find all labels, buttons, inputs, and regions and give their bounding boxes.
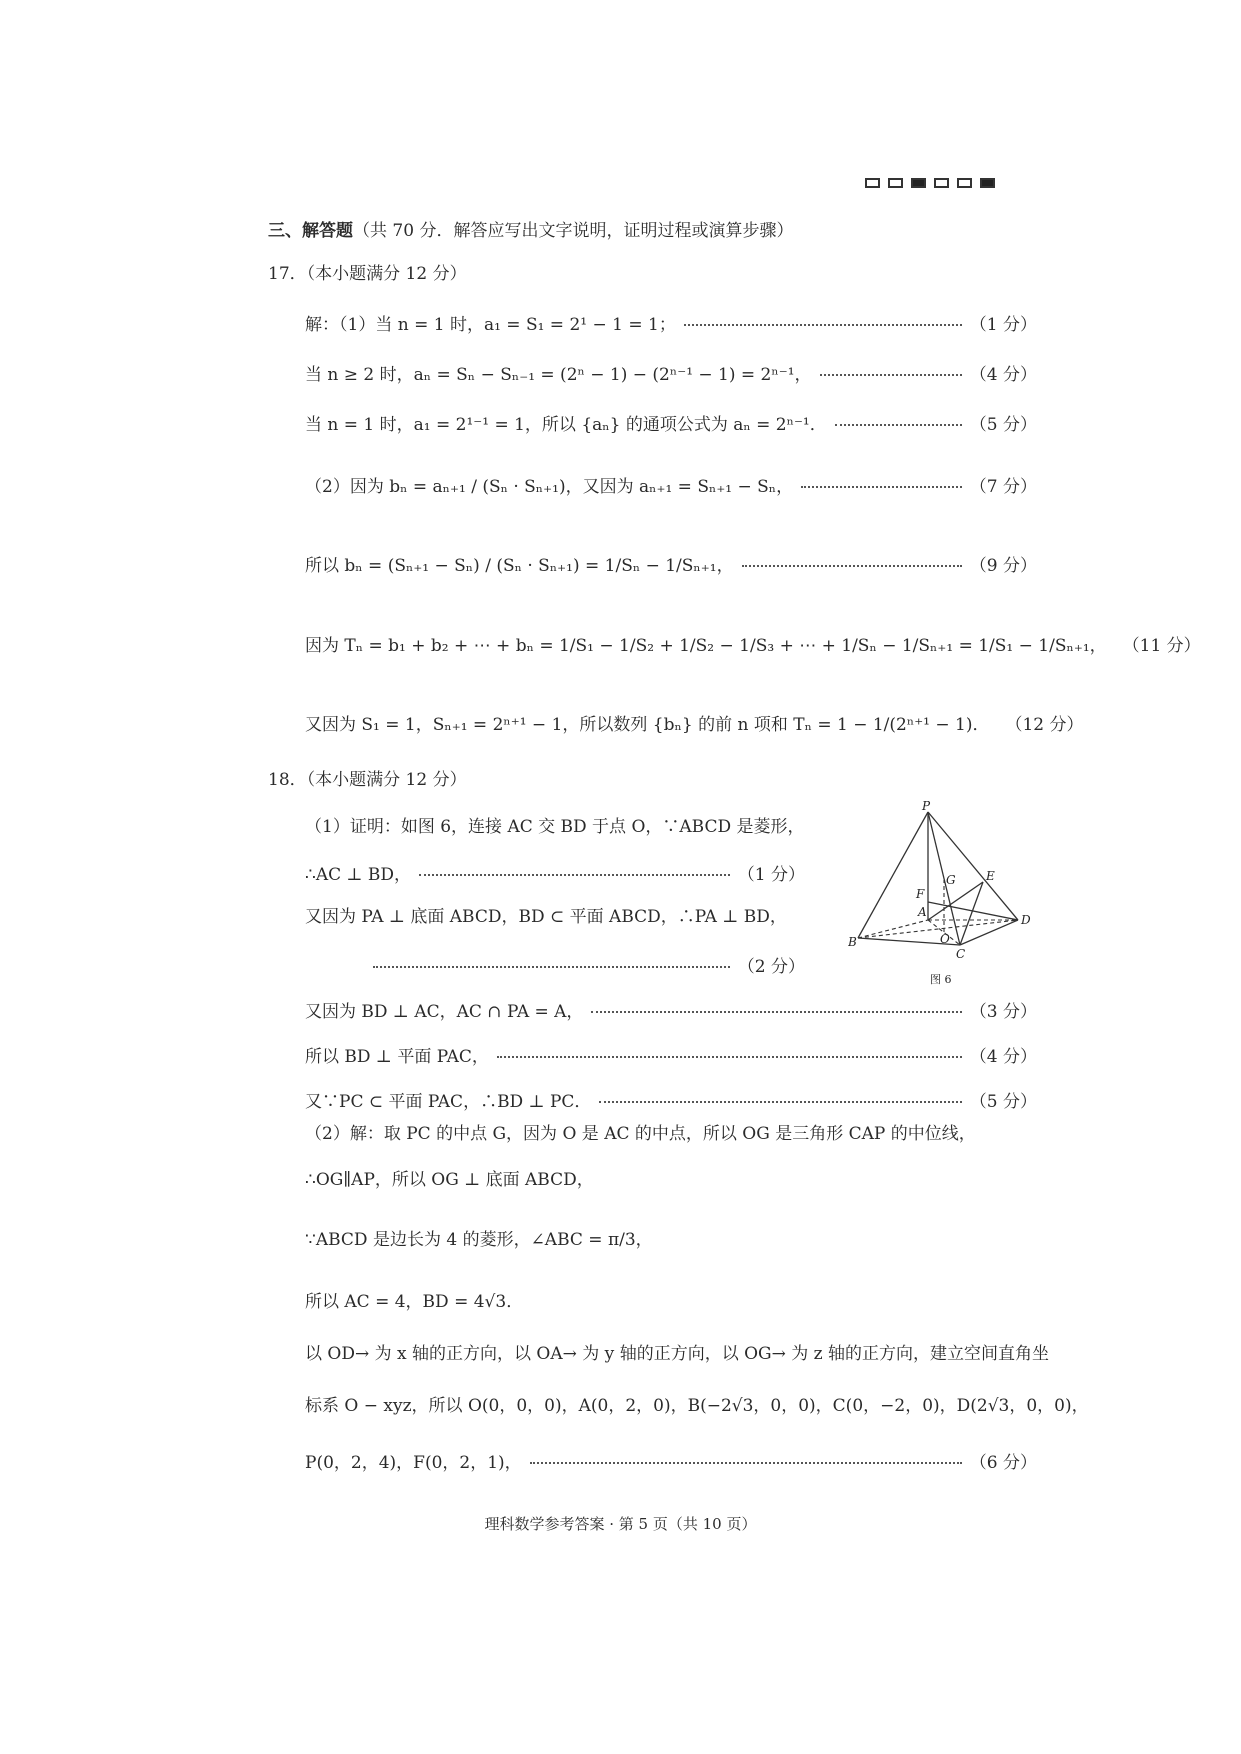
q18-line — [365, 952, 805, 977]
line-text: 又因为 BD ⊥ AC，AC ∩ PA = A， — [305, 1002, 584, 1022]
page-footer: 理科数学参考答案 · 第 5 页（共 10 页） — [484, 1515, 757, 1533]
line-text: 解：（1）当 n = 1 时，a₁ = S₁ = 2¹ − 1 = 1； — [305, 315, 676, 335]
line-text: 又∵PC ⊂ 平面 PAC，∴BD ⊥ PC． — [305, 1092, 592, 1112]
line-text: （2）因为 bₙ = aₙ₊₁ / (Sₙ · Sₙ₊₁)，又因为 aₙ₊₁ = Sₙ₊₁ − Sₙ， — [305, 477, 794, 497]
q18-part2-line: 标系 O − xyz，所以 O(0，0，0)，A(0，2，0)，B(−2√3，0，0)，C(0，−2，0)，D(2√3，0，0)， — [305, 1396, 1089, 1416]
line-text: 所以 BD ⊥ 平面 PAC， — [305, 1047, 489, 1067]
dot-leader — [801, 486, 962, 488]
score: （6 分） — [969, 1453, 1037, 1473]
q18-line — [305, 1448, 1037, 1473]
score: （5 分） — [969, 415, 1037, 435]
line-text: 当 n ≥ 2 时，aₙ = Sₙ − Sₙ₋₁ = (2ⁿ − 1) − (2ⁿ⁻¹ − 1) = 2ⁿ⁻¹， — [305, 365, 812, 385]
q17-line — [305, 551, 1037, 576]
vertex-label: B — [848, 935, 857, 949]
score: （7 分） — [969, 477, 1037, 497]
score: （3 分） — [969, 1002, 1037, 1022]
line-text: 当 n = 1 时，a₁ = 2¹⁻¹ = 1，所以 {aₙ} 的通项公式为 aₙ = 2ⁿ⁻¹． — [305, 415, 827, 435]
score: （11 分） — [1122, 636, 1201, 656]
dot-leader — [835, 424, 962, 426]
line-text: P(0，2，4)，F(0，2，1)， — [305, 1453, 522, 1473]
score: （5 分） — [969, 1092, 1037, 1112]
q18-part2-line: ∵ABCD 是边长为 4 的菱形，∠ABC = π/3， — [305, 1230, 653, 1250]
dot-leader — [820, 374, 962, 376]
vertex-label: F — [916, 887, 925, 901]
dot-leader — [684, 324, 962, 326]
dot-leader — [373, 966, 730, 968]
q18-line — [305, 860, 805, 885]
q18-part1-line: 又因为 PA ⊥ 底面 ABCD，BD ⊂ 平面 ABCD，∴PA ⊥ BD， — [305, 907, 787, 927]
line-text: 又因为 S₁ = 1，Sₙ₊₁ = 2ⁿ⁺¹ − 1，所以数列 {bₙ} 的前 n 项和 Tₙ = 1 − 1/(2ⁿ⁺¹ − 1)． — [305, 715, 990, 735]
q18-part2-line: 所以 AC = 4，BD = 4√3． — [305, 1292, 524, 1312]
q18-part2-line: （2）解：取 PC 的中点 G，因为 O 是 AC 的中点，所以 OG 是三角形 CAP 的中位线， — [305, 1124, 976, 1144]
q18-part2-line: 以 OD→ 为 x 轴的正方向，以 OA→ 为 y 轴的正方向，以 OG→ 为 z 轴的正方向，建立空间直角坐 — [305, 1344, 1050, 1364]
mark-filled — [911, 178, 926, 188]
q17-line — [305, 310, 1037, 335]
dot-leader — [419, 874, 730, 876]
section-note: （共 70 分．解答应写出文字说明，证明过程或演算步骤） — [353, 221, 794, 241]
score: （1 分） — [737, 865, 805, 885]
vertex-label: E — [986, 869, 995, 883]
line-text: ∴AC ⊥ BD， — [305, 865, 412, 885]
dot-leader — [591, 1011, 961, 1013]
mark-filled — [980, 178, 995, 188]
mark-empty — [888, 178, 903, 188]
mark-empty — [865, 178, 880, 188]
q17-line — [305, 360, 1037, 385]
vertex-label: G — [946, 873, 956, 887]
vertex-label: O — [940, 932, 950, 946]
dot-leader — [530, 1462, 962, 1464]
q18-part1-line: （1）证明：如图 6，连接 AC 交 BD 于点 O，∵ABCD 是菱形， — [305, 817, 805, 837]
q18-part2-line: ∴OG∥AP，所以 OG ⊥ 底面 ABCD， — [305, 1170, 594, 1190]
dot-leader — [599, 1101, 961, 1103]
q18-line — [305, 1042, 1037, 1067]
score: （2 分） — [737, 957, 805, 977]
section-heading — [268, 219, 793, 243]
q17-line — [305, 472, 1037, 497]
q17-line — [305, 710, 1084, 735]
q18-line — [305, 1087, 1037, 1112]
figure-caption: 图 6 — [930, 973, 952, 986]
section-title: 三、解答题 — [268, 221, 353, 241]
q18-line — [305, 997, 1037, 1022]
score: （12 分） — [1005, 715, 1084, 735]
vertex-label: P — [922, 800, 931, 813]
dot-leader — [742, 565, 962, 567]
score: （1 分） — [969, 315, 1037, 335]
q17-line — [305, 631, 1201, 656]
q18-heading: 18．（本小题满分 12 分） — [268, 770, 467, 790]
score: （4 分） — [969, 1047, 1037, 1067]
score: （9 分） — [969, 556, 1037, 576]
q17-line — [305, 410, 1037, 435]
header-marks — [865, 178, 995, 188]
pyramid-figure — [848, 800, 1048, 990]
q17-heading: 17．（本小题满分 12 分） — [268, 264, 467, 284]
score: （4 分） — [969, 365, 1037, 385]
dot-leader — [497, 1056, 962, 1058]
line-text: 所以 bₙ = (Sₙ₊₁ − Sₙ) / (Sₙ · Sₙ₊₁) = 1/Sₙ − 1/Sₙ₊₁， — [305, 556, 734, 576]
mark-empty — [934, 178, 949, 188]
vertex-label: A — [918, 905, 927, 919]
vertex-label: C — [956, 947, 966, 961]
vertex-label: D — [1021, 913, 1031, 927]
mark-empty — [957, 178, 972, 188]
line-text: 因为 Tₙ = b₁ + b₂ + ⋯ + bₙ = 1/S₁ − 1/S₂ + 1/S₂ − 1/S₃ + ⋯ + 1/Sₙ − 1/Sₙ₊₁ = 1/S₁ − 1/Sₙ₊₁， — [305, 636, 1107, 656]
